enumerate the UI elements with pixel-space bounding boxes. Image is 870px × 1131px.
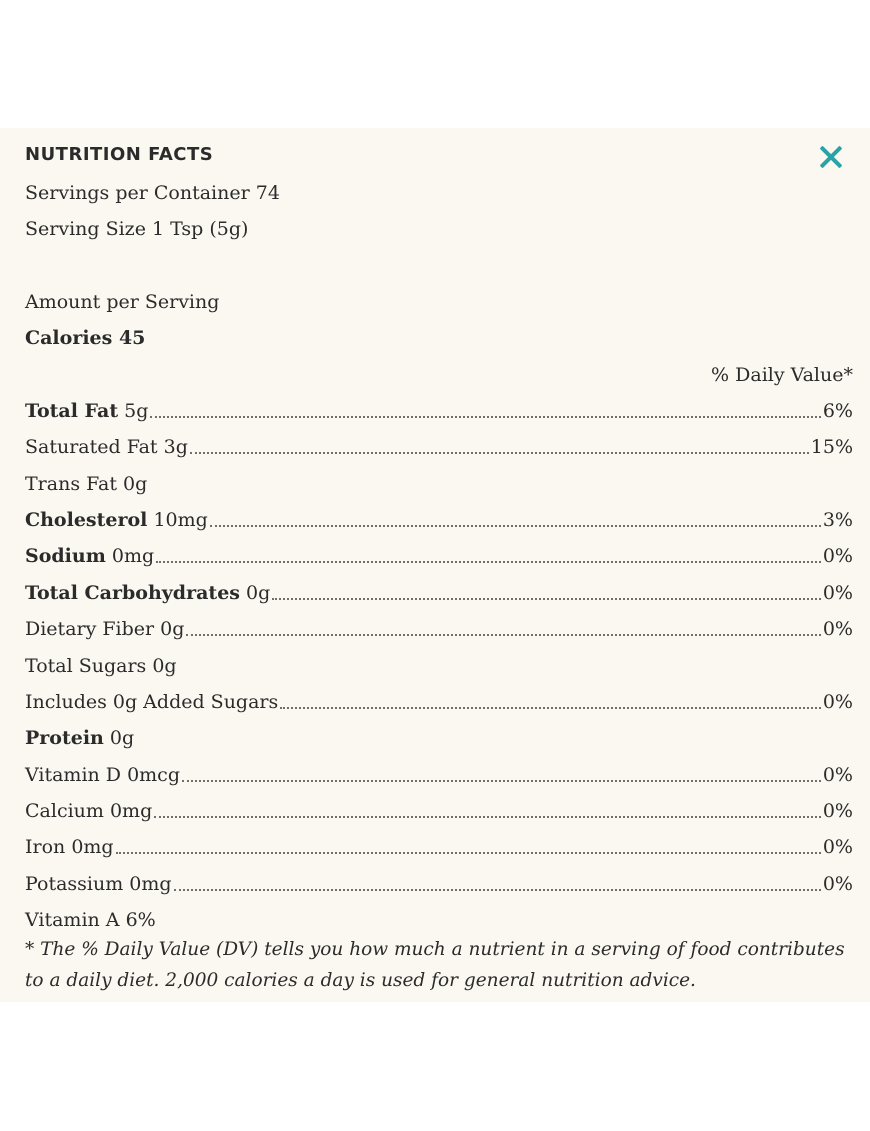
nutrient-amount: 3g [163, 436, 188, 458]
nutrient-dv: 0% [822, 873, 853, 895]
nutrient-dv: 0% [822, 800, 853, 822]
leader-dots [186, 634, 820, 636]
nutrient-amount: 0g [123, 473, 148, 495]
nutrient-name: Sodium [25, 545, 106, 567]
nutrient-name: Dietary Fiber [25, 618, 155, 640]
nutrient-name: Vitamin A [25, 909, 120, 931]
nutrient-name: Protein [25, 727, 104, 749]
nutrient-row [25, 684, 853, 720]
leader-dots [280, 707, 821, 709]
leader-dots [150, 416, 820, 418]
nutrient-amount: 6% [125, 909, 156, 931]
nutrient-dv: 0% [822, 836, 853, 858]
nutrient-row [25, 648, 853, 684]
nutrient-dv: 0% [822, 691, 853, 713]
nutrient-name: Calcium [25, 800, 104, 822]
leader-dots [156, 561, 821, 563]
daily-value-footnote: * The % Daily Value (DV) tells you how much a nutrient in a serving of food contributes to a daily diet. 2,000 calories a day is used for general nutrition advice. [25, 939, 845, 991]
nutrient-dv: 15% [810, 436, 853, 458]
nutrient-name: Total Sugars [25, 655, 147, 677]
serving-size: Serving Size 1 Tsp (5g) [25, 218, 249, 240]
nutrient-row [25, 793, 853, 829]
leader-dots [210, 525, 821, 527]
nutrient-name: Includes 0g Added Sugars [25, 691, 279, 713]
nutrient-row [25, 829, 853, 865]
nutrient-amount: 0mg [129, 873, 172, 895]
nutrient-name: Total Fat [25, 400, 119, 422]
leader-dots [154, 816, 821, 818]
nutrient-dv: 6% [822, 400, 853, 422]
leader-dots [182, 780, 821, 782]
nutrient-row [25, 611, 853, 647]
nutrient-name: Vitamin D [25, 764, 122, 786]
nutrient-amount: 0mcg [127, 764, 180, 786]
nutrient-amount: 0mg [71, 836, 114, 858]
leader-dots [190, 452, 809, 454]
daily-value-header: % Daily Value* [711, 364, 853, 386]
nutrient-name: Potassium [25, 873, 124, 895]
nutrient-row [25, 866, 853, 902]
nutrient-name: Cholesterol [25, 509, 148, 531]
nutrient-name: Total Carbohydrates [25, 582, 240, 604]
nutrient-row [25, 393, 853, 429]
nutrient-name: Iron [25, 836, 66, 858]
nutrient-amount: 5g [124, 400, 149, 422]
nutrient-name: Saturated Fat [25, 436, 158, 458]
calories: Calories 45 [25, 327, 146, 349]
nutrient-dv: 0% [822, 545, 853, 567]
nutrient-amount: 0mg [109, 800, 153, 822]
nutrient-amount: 0g [109, 727, 135, 749]
nutrient-row [25, 575, 853, 611]
servings-per-container: Servings per Container 74 [25, 182, 280, 204]
nutrient-amount: 10mg [153, 509, 208, 531]
nutrient-amount: 0mg [111, 545, 155, 567]
nutrient-amount: 0g [160, 618, 185, 640]
nutrient-row [25, 429, 853, 465]
nutrient-row [25, 466, 853, 502]
amount-per-serving: Amount per Serving [25, 291, 220, 313]
nutrient-dv: 0% [822, 582, 853, 604]
nutrition-facts-panel [0, 128, 870, 1002]
nutrient-row [25, 902, 853, 938]
leader-dots [272, 598, 821, 600]
leader-dots [174, 889, 821, 891]
nutrient-row [25, 720, 853, 756]
nutrient-dv: 3% [822, 509, 853, 531]
nutrient-amount: 0g [152, 655, 177, 677]
nutrient-row [25, 757, 853, 793]
nutrient-name: Trans Fat [25, 473, 117, 495]
close-icon[interactable] [818, 144, 844, 170]
nutrient-amount: 0g [246, 582, 271, 604]
leader-dots [116, 852, 821, 854]
nutrient-dv: 0% [822, 618, 853, 640]
nutrient-row [25, 538, 853, 574]
panel-title: NUTRITION FACTS [25, 144, 214, 165]
nutrient-row [25, 502, 853, 538]
nutrient-dv: 0% [822, 764, 853, 786]
